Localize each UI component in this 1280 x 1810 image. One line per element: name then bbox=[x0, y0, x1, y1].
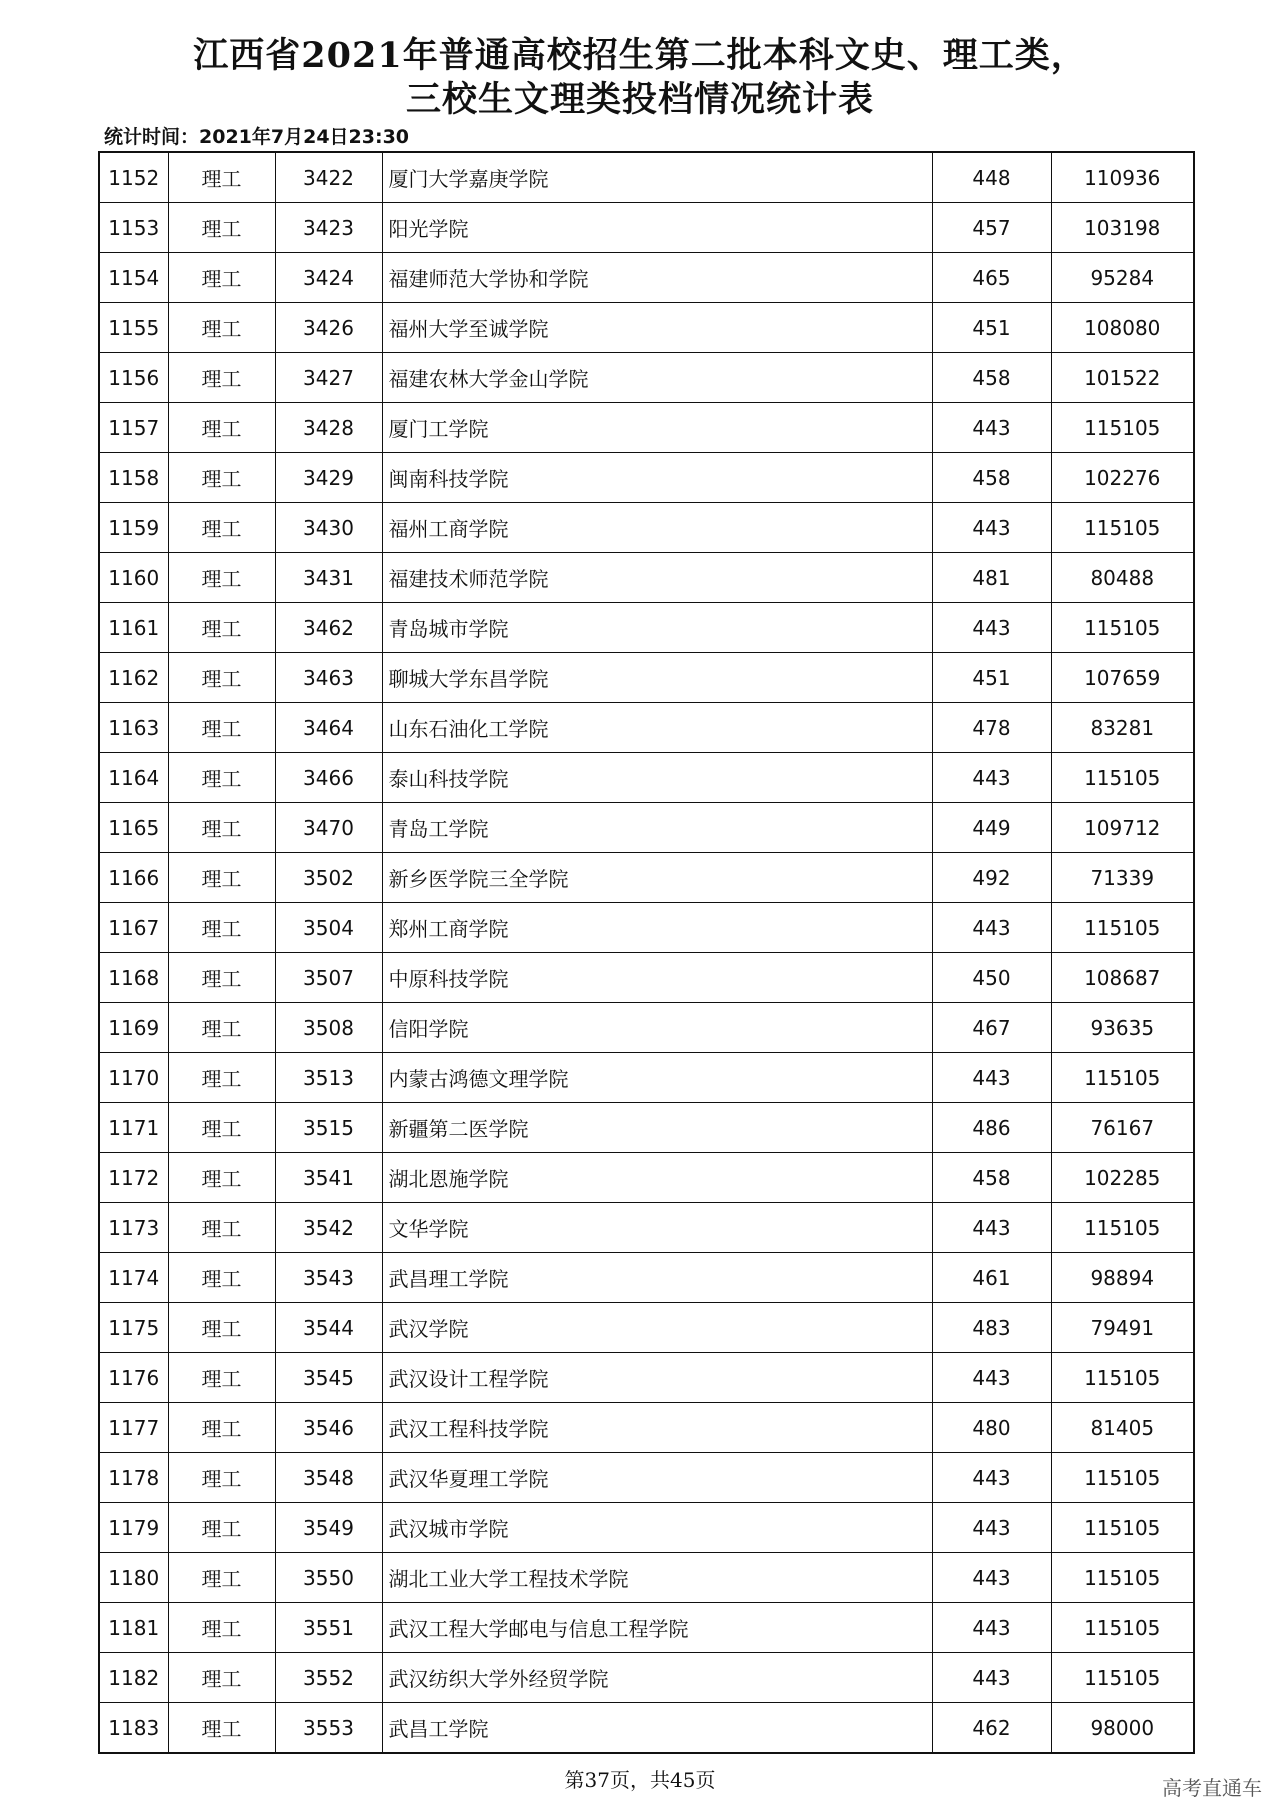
category-cell: 理工 bbox=[168, 1553, 275, 1603]
table-row bbox=[99, 503, 1194, 553]
school-code-cell: 3422 bbox=[275, 152, 382, 203]
table-row bbox=[99, 1703, 1194, 1754]
min-rank-cell: 115105 bbox=[1051, 753, 1194, 803]
min-rank-cell: 98894 bbox=[1051, 1253, 1194, 1303]
category-cell: 理工 bbox=[168, 453, 275, 503]
min-score-cell: 448 bbox=[932, 152, 1051, 203]
row-number-cell: 1171 bbox=[99, 1103, 168, 1153]
min-rank-cell: 115105 bbox=[1051, 1203, 1194, 1253]
min-rank-cell: 81405 bbox=[1051, 1403, 1194, 1453]
school-code-cell: 3470 bbox=[275, 803, 382, 853]
school-code-cell: 3513 bbox=[275, 1053, 382, 1103]
min-rank-cell: 103198 bbox=[1051, 203, 1194, 253]
school-code-cell: 3541 bbox=[275, 1153, 382, 1203]
school-name-cell: 厦门大学嘉庚学院 bbox=[382, 152, 932, 203]
category-cell: 理工 bbox=[168, 1203, 275, 1253]
school-name-cell: 福建农林大学金山学院 bbox=[382, 353, 932, 403]
category-cell: 理工 bbox=[168, 152, 275, 203]
school-code-cell: 3515 bbox=[275, 1103, 382, 1153]
category-cell: 理工 bbox=[168, 303, 275, 353]
min-rank-cell: 115105 bbox=[1051, 1653, 1194, 1703]
min-score-cell: 449 bbox=[932, 803, 1051, 853]
min-score-cell: 443 bbox=[932, 1453, 1051, 1503]
school-code-cell: 3464 bbox=[275, 703, 382, 753]
min-score-cell: 461 bbox=[932, 1253, 1051, 1303]
min-rank-cell: 95284 bbox=[1051, 253, 1194, 303]
category-cell: 理工 bbox=[168, 803, 275, 853]
school-code-cell: 3463 bbox=[275, 653, 382, 703]
min-score-cell: 443 bbox=[932, 1653, 1051, 1703]
category-cell: 理工 bbox=[168, 1003, 275, 1053]
category-cell: 理工 bbox=[168, 1303, 275, 1353]
table-row bbox=[99, 1603, 1194, 1653]
table-row bbox=[99, 653, 1194, 703]
school-name-cell: 武汉城市学院 bbox=[382, 1503, 932, 1553]
row-number-cell: 1153 bbox=[99, 203, 168, 253]
row-number-cell: 1181 bbox=[99, 1603, 168, 1653]
page-title-line-1: 江西省2021年普通高校招生第二批本科文史、理工类， bbox=[193, 35, 1087, 76]
school-code-cell: 3549 bbox=[275, 1503, 382, 1553]
table-row bbox=[99, 903, 1194, 953]
table-row bbox=[99, 1153, 1194, 1203]
min-rank-cell: 98000 bbox=[1051, 1703, 1194, 1754]
min-score-cell: 443 bbox=[932, 503, 1051, 553]
row-number-cell: 1158 bbox=[99, 453, 168, 503]
admission-table bbox=[98, 151, 1195, 1754]
row-number-cell: 1167 bbox=[99, 903, 168, 953]
school-code-cell: 3551 bbox=[275, 1603, 382, 1653]
admission-table-body bbox=[99, 152, 1194, 1753]
table-row bbox=[99, 853, 1194, 903]
category-cell: 理工 bbox=[168, 1053, 275, 1103]
school-name-cell: 内蒙古鸿德文理学院 bbox=[382, 1053, 932, 1103]
category-cell: 理工 bbox=[168, 953, 275, 1003]
row-number-cell: 1156 bbox=[99, 353, 168, 403]
school-name-cell: 郑州工商学院 bbox=[382, 903, 932, 953]
min-rank-cell: 101522 bbox=[1051, 353, 1194, 403]
row-number-cell: 1178 bbox=[99, 1453, 168, 1503]
page-title-line-2: 三校生文理类投档情况统计表 bbox=[405, 79, 874, 120]
row-number-cell: 1168 bbox=[99, 953, 168, 1003]
min-rank-cell: 102276 bbox=[1051, 453, 1194, 503]
min-rank-cell: 115105 bbox=[1051, 1353, 1194, 1403]
row-number-cell: 1152 bbox=[99, 152, 168, 203]
school-name-cell: 青岛工学院 bbox=[382, 803, 932, 853]
category-cell: 理工 bbox=[168, 1353, 275, 1403]
school-code-cell: 3542 bbox=[275, 1203, 382, 1253]
row-number-cell: 1169 bbox=[99, 1003, 168, 1053]
row-number-cell: 1175 bbox=[99, 1303, 168, 1353]
table-row bbox=[99, 1453, 1194, 1503]
table-row bbox=[99, 703, 1194, 753]
min-rank-cell: 109712 bbox=[1051, 803, 1194, 853]
min-score-cell: 451 bbox=[932, 303, 1051, 353]
category-cell: 理工 bbox=[168, 753, 275, 803]
category-cell: 理工 bbox=[168, 403, 275, 453]
min-rank-cell: 108687 bbox=[1051, 953, 1194, 1003]
min-rank-cell: 115105 bbox=[1051, 903, 1194, 953]
category-cell: 理工 bbox=[168, 703, 275, 753]
min-rank-cell: 115105 bbox=[1051, 1453, 1194, 1503]
school-name-cell: 新疆第二医学院 bbox=[382, 1103, 932, 1153]
min-rank-cell: 83281 bbox=[1051, 703, 1194, 753]
school-name-cell: 新乡医学院三全学院 bbox=[382, 853, 932, 903]
row-number-cell: 1179 bbox=[99, 1503, 168, 1553]
min-score-cell: 457 bbox=[932, 203, 1051, 253]
min-score-cell: 443 bbox=[932, 903, 1051, 953]
min-score-cell: 443 bbox=[932, 1203, 1051, 1253]
category-cell: 理工 bbox=[168, 553, 275, 603]
row-number-cell: 1162 bbox=[99, 653, 168, 703]
category-cell: 理工 bbox=[168, 1503, 275, 1553]
school-code-cell: 3466 bbox=[275, 753, 382, 803]
watermark-text: 高考直通车 bbox=[1162, 1776, 1262, 1800]
min-rank-cell: 115105 bbox=[1051, 1603, 1194, 1653]
min-score-cell: 443 bbox=[932, 1053, 1051, 1103]
school-code-cell: 3553 bbox=[275, 1703, 382, 1754]
min-score-cell: 443 bbox=[932, 753, 1051, 803]
min-rank-cell: 79491 bbox=[1051, 1303, 1194, 1353]
min-score-cell: 443 bbox=[932, 1503, 1051, 1553]
school-code-cell: 3548 bbox=[275, 1453, 382, 1503]
table-row bbox=[99, 1403, 1194, 1453]
school-code-cell: 3462 bbox=[275, 603, 382, 653]
row-number-cell: 1172 bbox=[99, 1153, 168, 1203]
table-row bbox=[99, 1253, 1194, 1303]
table-row bbox=[99, 203, 1194, 253]
row-number-cell: 1177 bbox=[99, 1403, 168, 1453]
row-number-cell: 1180 bbox=[99, 1553, 168, 1603]
school-name-cell: 武汉设计工程学院 bbox=[382, 1353, 932, 1403]
category-cell: 理工 bbox=[168, 1253, 275, 1303]
min-score-cell: 451 bbox=[932, 653, 1051, 703]
row-number-cell: 1160 bbox=[99, 553, 168, 603]
min-rank-cell: 76167 bbox=[1051, 1103, 1194, 1153]
min-score-cell: 443 bbox=[932, 1553, 1051, 1603]
row-number-cell: 1155 bbox=[99, 303, 168, 353]
table-row bbox=[99, 1653, 1194, 1703]
school-name-cell: 青岛城市学院 bbox=[382, 603, 932, 653]
school-name-cell: 武汉华夏理工学院 bbox=[382, 1453, 932, 1503]
school-code-cell: 3502 bbox=[275, 853, 382, 903]
table-row bbox=[99, 1353, 1194, 1403]
row-number-cell: 1170 bbox=[99, 1053, 168, 1103]
school-code-cell: 3545 bbox=[275, 1353, 382, 1403]
min-rank-cell: 110936 bbox=[1051, 152, 1194, 203]
table-row bbox=[99, 803, 1194, 853]
school-code-cell: 3431 bbox=[275, 553, 382, 603]
school-name-cell: 武汉纺织大学外经贸学院 bbox=[382, 1653, 932, 1703]
row-number-cell: 1173 bbox=[99, 1203, 168, 1253]
row-number-cell: 1163 bbox=[99, 703, 168, 753]
min-rank-cell: 115105 bbox=[1051, 503, 1194, 553]
school-name-cell: 湖北工业大学工程技术学院 bbox=[382, 1553, 932, 1603]
row-number-cell: 1154 bbox=[99, 253, 168, 303]
school-code-cell: 3424 bbox=[275, 253, 382, 303]
category-cell: 理工 bbox=[168, 603, 275, 653]
min-score-cell: 492 bbox=[932, 853, 1051, 903]
table-row bbox=[99, 353, 1194, 403]
school-code-cell: 3430 bbox=[275, 503, 382, 553]
min-score-cell: 483 bbox=[932, 1303, 1051, 1353]
table-row bbox=[99, 303, 1194, 353]
table-row bbox=[99, 152, 1194, 203]
row-number-cell: 1176 bbox=[99, 1353, 168, 1403]
min-score-cell: 480 bbox=[932, 1403, 1051, 1453]
table-row bbox=[99, 453, 1194, 503]
min-rank-cell: 108080 bbox=[1051, 303, 1194, 353]
school-name-cell: 湖北恩施学院 bbox=[382, 1153, 932, 1203]
school-code-cell: 3550 bbox=[275, 1553, 382, 1603]
min-rank-cell: 71339 bbox=[1051, 853, 1194, 903]
category-cell: 理工 bbox=[168, 1703, 275, 1754]
school-code-cell: 3507 bbox=[275, 953, 382, 1003]
table-row bbox=[99, 1003, 1194, 1053]
school-code-cell: 3428 bbox=[275, 403, 382, 453]
table-row bbox=[99, 1053, 1194, 1103]
min-score-cell: 450 bbox=[932, 953, 1051, 1003]
table-row bbox=[99, 753, 1194, 803]
row-number-cell: 1161 bbox=[99, 603, 168, 653]
school-name-cell: 泰山科技学院 bbox=[382, 753, 932, 803]
min-rank-cell: 80488 bbox=[1051, 553, 1194, 603]
category-cell: 理工 bbox=[168, 653, 275, 703]
table-row bbox=[99, 1303, 1194, 1353]
school-name-cell: 福建师范大学协和学院 bbox=[382, 253, 932, 303]
min-score-cell: 465 bbox=[932, 253, 1051, 303]
school-name-cell: 中原科技学院 bbox=[382, 953, 932, 1003]
row-number-cell: 1157 bbox=[99, 403, 168, 453]
category-cell: 理工 bbox=[168, 903, 275, 953]
category-cell: 理工 bbox=[168, 1403, 275, 1453]
min-rank-cell: 115105 bbox=[1051, 1053, 1194, 1103]
school-code-cell: 3508 bbox=[275, 1003, 382, 1053]
school-name-cell: 闽南科技学院 bbox=[382, 453, 932, 503]
min-score-cell: 458 bbox=[932, 1153, 1051, 1203]
min-rank-cell: 115105 bbox=[1051, 1503, 1194, 1553]
min-score-cell: 481 bbox=[932, 553, 1051, 603]
min-rank-cell: 102285 bbox=[1051, 1153, 1194, 1203]
table-row bbox=[99, 553, 1194, 603]
row-number-cell: 1159 bbox=[99, 503, 168, 553]
category-cell: 理工 bbox=[168, 1103, 275, 1153]
school-code-cell: 3423 bbox=[275, 203, 382, 253]
school-name-cell: 武昌理工学院 bbox=[382, 1253, 932, 1303]
min-rank-cell: 115105 bbox=[1051, 603, 1194, 653]
min-score-cell: 467 bbox=[932, 1003, 1051, 1053]
min-rank-cell: 115105 bbox=[1051, 403, 1194, 453]
row-number-cell: 1182 bbox=[99, 1653, 168, 1703]
category-cell: 理工 bbox=[168, 1153, 275, 1203]
school-name-cell: 聊城大学东昌学院 bbox=[382, 653, 932, 703]
school-code-cell: 3543 bbox=[275, 1253, 382, 1303]
category-cell: 理工 bbox=[168, 1603, 275, 1653]
school-name-cell: 福建技术师范学院 bbox=[382, 553, 932, 603]
category-cell: 理工 bbox=[168, 203, 275, 253]
row-number-cell: 1183 bbox=[99, 1703, 168, 1754]
min-score-cell: 443 bbox=[932, 1353, 1051, 1403]
table-row bbox=[99, 603, 1194, 653]
table-row bbox=[99, 253, 1194, 303]
school-name-cell: 武汉学院 bbox=[382, 1303, 932, 1353]
min-score-cell: 443 bbox=[932, 403, 1051, 453]
school-name-cell: 武汉工程大学邮电与信息工程学院 bbox=[382, 1603, 932, 1653]
category-cell: 理工 bbox=[168, 853, 275, 903]
min-score-cell: 443 bbox=[932, 603, 1051, 653]
min-rank-cell: 115105 bbox=[1051, 1553, 1194, 1603]
table-row bbox=[99, 1103, 1194, 1153]
school-name-cell: 武昌工学院 bbox=[382, 1703, 932, 1754]
table-row bbox=[99, 953, 1194, 1003]
school-code-cell: 3546 bbox=[275, 1403, 382, 1453]
min-score-cell: 478 bbox=[932, 703, 1051, 753]
school-code-cell: 3427 bbox=[275, 353, 382, 403]
min-rank-cell: 107659 bbox=[1051, 653, 1194, 703]
min-score-cell: 458 bbox=[932, 453, 1051, 503]
school-code-cell: 3544 bbox=[275, 1303, 382, 1353]
category-cell: 理工 bbox=[168, 253, 275, 303]
statistics-timestamp: 统计时间：2021年7月24日23:30 bbox=[104, 126, 410, 148]
table-row bbox=[99, 1203, 1194, 1253]
category-cell: 理工 bbox=[168, 353, 275, 403]
min-score-cell: 458 bbox=[932, 353, 1051, 403]
page-number: 第37页，共45页 bbox=[564, 1768, 716, 1792]
row-number-cell: 1174 bbox=[99, 1253, 168, 1303]
category-cell: 理工 bbox=[168, 1653, 275, 1703]
category-cell: 理工 bbox=[168, 503, 275, 553]
school-name-cell: 福州大学至诚学院 bbox=[382, 303, 932, 353]
table-row bbox=[99, 403, 1194, 453]
school-name-cell: 文华学院 bbox=[382, 1203, 932, 1253]
row-number-cell: 1164 bbox=[99, 753, 168, 803]
school-code-cell: 3429 bbox=[275, 453, 382, 503]
school-name-cell: 武汉工程科技学院 bbox=[382, 1403, 932, 1453]
school-name-cell: 福州工商学院 bbox=[382, 503, 932, 553]
min-score-cell: 443 bbox=[932, 1603, 1051, 1653]
min-score-cell: 486 bbox=[932, 1103, 1051, 1153]
school-code-cell: 3552 bbox=[275, 1653, 382, 1703]
min-score-cell: 462 bbox=[932, 1703, 1051, 1754]
school-code-cell: 3504 bbox=[275, 903, 382, 953]
min-rank-cell: 93635 bbox=[1051, 1003, 1194, 1053]
school-name-cell: 阳光学院 bbox=[382, 203, 932, 253]
school-name-cell: 山东石油化工学院 bbox=[382, 703, 932, 753]
table-row bbox=[99, 1503, 1194, 1553]
category-cell: 理工 bbox=[168, 1453, 275, 1503]
school-name-cell: 信阳学院 bbox=[382, 1003, 932, 1053]
row-number-cell: 1166 bbox=[99, 853, 168, 903]
school-name-cell: 厦门工学院 bbox=[382, 403, 932, 453]
school-code-cell: 3426 bbox=[275, 303, 382, 353]
row-number-cell: 1165 bbox=[99, 803, 168, 853]
table-row bbox=[99, 1553, 1194, 1603]
